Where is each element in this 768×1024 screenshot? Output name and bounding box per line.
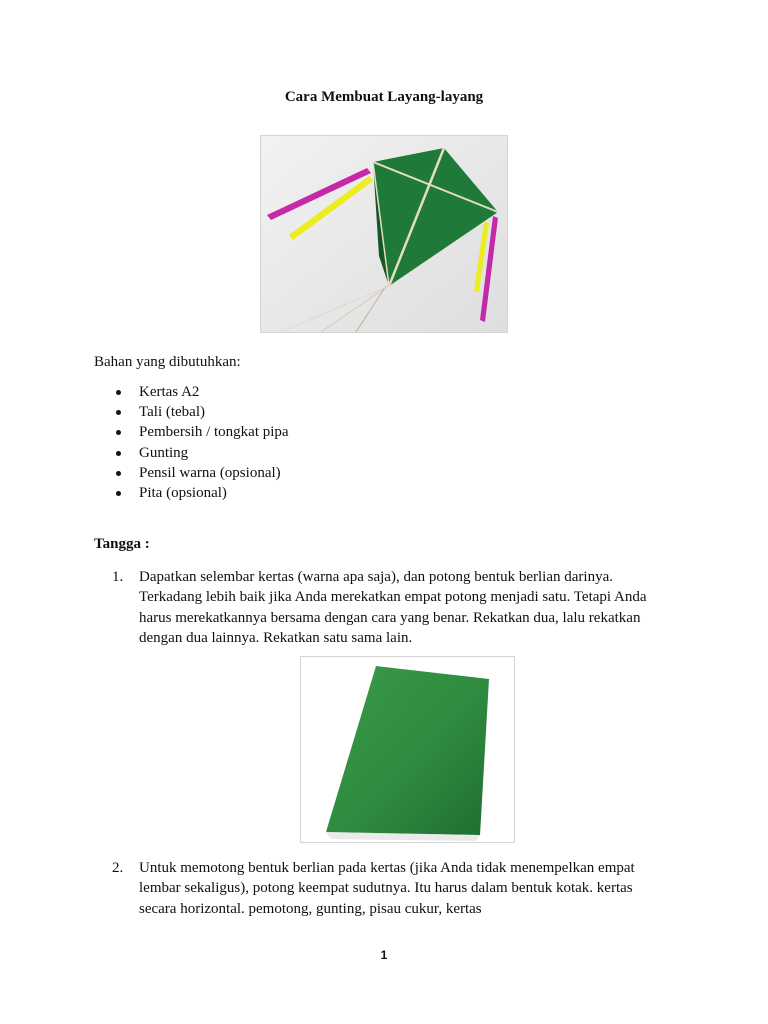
steps-heading: Tangga : (94, 536, 150, 552)
green-paper-illustration (301, 657, 514, 842)
step-number: 1. (112, 569, 124, 585)
step-item (112, 858, 672, 919)
bullet-icon (116, 451, 121, 456)
bullet-icon (116, 410, 121, 415)
step-text: Dapatkan selembar kertas (warna apa saja), dan potong bentuk berlian darinya. Terkadang lebih baik jika Anda merekatkan empat potong menjadi satu. Tetapi Anda harus merekatkannya bersama dengan cara yang benar. Rekatkan dua, lalu rekatkan dengan dua lainnya. Rekatkan satu sama lain. (139, 569, 647, 646)
step-number: 2. (112, 860, 124, 876)
kite-photo (260, 135, 508, 333)
bullet-icon (116, 491, 121, 496)
green-paper-photo (300, 656, 515, 843)
page-number: 1 (380, 948, 388, 962)
bullet-icon (116, 471, 121, 476)
list-item: Gunting (94, 443, 289, 463)
list-item: Pensil warna (opsional) (94, 463, 289, 483)
step-item (112, 567, 672, 648)
document-title: Cara Membuat Layang-layang (284, 89, 484, 105)
list-item: Pita (opsional) (94, 483, 289, 503)
list-item: Tali (tebal) (94, 402, 289, 422)
step-text: Untuk memotong bentuk berlian pada kertas (jika Anda tidak menempelkan empat lembar sekaligus), potong keempat sudutnya. Itu harus dalam bentuk kotak. kertas secara horizontal. pemotong, gunting, pisau cukur, kertas (139, 860, 635, 917)
list-item: Pembersih / tongkat pipa (94, 422, 289, 442)
kite-illustration (261, 136, 507, 332)
materials-list (94, 382, 289, 503)
list-item: Kertas A2 (94, 382, 289, 402)
bullet-icon (116, 430, 121, 435)
bullet-icon (116, 390, 121, 395)
materials-heading: Bahan yang dibutuhkan: (94, 354, 241, 370)
